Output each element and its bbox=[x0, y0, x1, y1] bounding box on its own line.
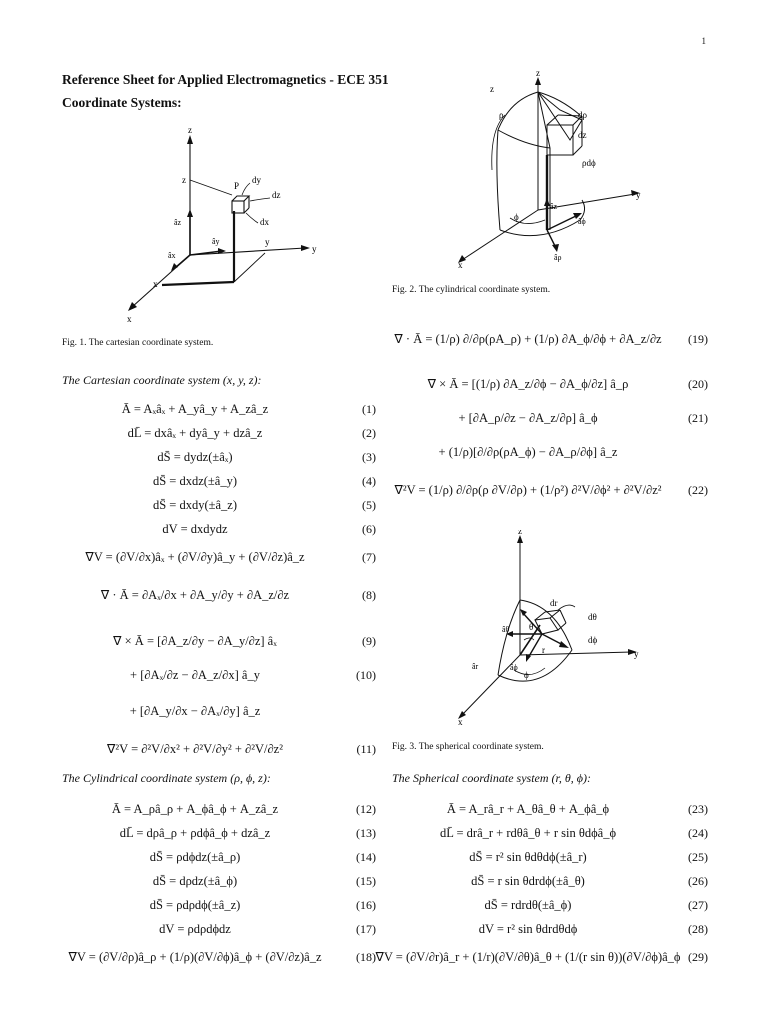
equation-number: (9) bbox=[362, 633, 376, 648]
equation-number: (11) bbox=[356, 741, 376, 756]
equation-expr: dS̄ = r sin θdrdϕ(±â_θ) bbox=[471, 873, 585, 888]
equation-number: (12) bbox=[356, 801, 376, 816]
equation-number: (2) bbox=[362, 425, 376, 440]
equation-expr: dS̄ = r² sin θdθdϕ(±â_r) bbox=[469, 849, 587, 864]
page-number: 1 bbox=[701, 36, 706, 46]
equation-expr: ∇V = (∂V/∂ρ)â_ρ + (1/ρ)(∂V/∂ϕ)â_ϕ + (∂V/∂z)â_z bbox=[68, 950, 322, 964]
equation-expr: dS̄ = dxdz(±â_y) bbox=[152, 473, 238, 488]
fig1-z-axis-label: z bbox=[188, 125, 192, 135]
fig3-r-label: r bbox=[542, 645, 545, 655]
fig1-x-tick-label: x bbox=[153, 279, 158, 289]
equation-number: (7) bbox=[362, 549, 376, 564]
fig1-dx-label: dx bbox=[260, 217, 269, 227]
equation-number: (8) bbox=[362, 587, 376, 602]
equation-number: (13) bbox=[356, 825, 376, 840]
fig2-z-axis-label: z bbox=[536, 70, 540, 78]
fig1-x-axis-label: x bbox=[127, 314, 132, 324]
equation-expr: dL̄ = dρâ_ρ + ρdϕâ_ϕ + dzâ_z bbox=[119, 825, 271, 840]
cartesian-figure bbox=[110, 125, 330, 325]
fig1-y-axis-line bbox=[190, 248, 305, 255]
equation-expr: + [∂Aₓ/∂z − ∂A_z/∂x] â_y bbox=[130, 667, 260, 682]
fig2-dz-label: dz bbox=[578, 130, 587, 140]
equation-expr: ∇ × Ā = [(1/ρ) ∂A_z/∂ϕ − ∂A_ϕ/∂z] â_ρ bbox=[427, 377, 629, 391]
fig2-arho-label: âρ bbox=[554, 253, 562, 262]
equation-number: (28) bbox=[688, 921, 708, 936]
fig3-dtheta-label: dθ bbox=[588, 612, 597, 622]
fig2-rhodphi-label: ρdϕ bbox=[582, 158, 596, 168]
page-subtitle: Coordinate Systems: bbox=[62, 95, 182, 110]
equation-expr: ∇ × Ā = [∂A_z/∂y − ∂A_y/∂z] âₓ bbox=[113, 634, 277, 648]
equation-number: (20) bbox=[688, 376, 708, 391]
equation-expr: dL̄ = drâ_r + rdθâ_θ + r sin θdϕâ_ϕ bbox=[439, 825, 617, 840]
equation-number: (14) bbox=[356, 849, 376, 864]
fig3-dphi-label: dϕ bbox=[588, 635, 598, 645]
spherical-figure bbox=[450, 530, 650, 730]
equation-expr: dS̄ = dydz(±âₓ) bbox=[157, 449, 233, 464]
fig2-aphi-label: âϕ bbox=[578, 217, 586, 226]
fig1-dy-label: dy bbox=[252, 175, 261, 185]
fig2-z-tick-label: z bbox=[490, 84, 494, 94]
equation-number: (27) bbox=[688, 897, 708, 912]
fig3-x-axis-label: x bbox=[458, 717, 463, 727]
equation-expr: + (1/ρ)[∂/∂ρ(ρA_ϕ) − ∂A_ρ/∂ϕ] â_z bbox=[438, 444, 618, 459]
fig3-aphi-label: âϕ bbox=[510, 663, 518, 672]
equation-expr: ∇²V = (1/ρ) ∂/∂ρ(ρ ∂V/∂ρ) + (1/ρ²) ∂²V/∂ϕ² + ∂²V/∂z² bbox=[394, 483, 662, 497]
fig1-y-tick-label: y bbox=[265, 237, 270, 247]
fig3-theta-label: θ bbox=[529, 622, 534, 632]
fig3-z-axis-label: z bbox=[518, 530, 522, 536]
equation-expr: ∇ · Ā = (1/ρ) ∂/∂ρ(ρA_ρ) + (1/ρ) ∂A_ϕ/∂ϕ + ∂A_z/∂z bbox=[394, 332, 662, 346]
equation-number: (5) bbox=[362, 497, 376, 512]
cylindrical-heading: The Cylindrical coordinate system (ρ, ϕ, z): bbox=[62, 771, 271, 785]
equation-expr: dS̄ = dρdz(±â_ϕ) bbox=[152, 873, 238, 888]
equation-number: (1) bbox=[362, 401, 376, 416]
equation-number: (23) bbox=[688, 801, 708, 816]
equation-number: (4) bbox=[362, 473, 376, 488]
equation-expr: Ā = A_râ_r + A_θâ_θ + A_ϕâ_ϕ bbox=[446, 801, 610, 816]
fig1-dz-label: dz bbox=[272, 190, 281, 200]
fig3-ar-label: âr bbox=[472, 662, 479, 671]
equation-expr: ∇V = (∂V/∂x)âₓ + (∂V/∂y)â_y + (∂V/∂z)â_z bbox=[85, 550, 305, 564]
equation-number: (3) bbox=[362, 449, 376, 464]
equation-number: (18) bbox=[356, 949, 376, 964]
equation-number: (22) bbox=[688, 482, 708, 497]
equation-number: (10) bbox=[356, 667, 376, 682]
fig1-ay-label: ây bbox=[212, 237, 220, 246]
fig3-y-axis-label: y bbox=[634, 649, 639, 659]
spherical-heading: The Spherical coordinate system (r, θ, ϕ): bbox=[392, 771, 591, 785]
equation-expr: dS̄ = rdrdθ(±â_ϕ) bbox=[484, 897, 572, 912]
fig3-dr-label: dr bbox=[550, 598, 558, 608]
cylindrical-figure bbox=[450, 70, 650, 270]
equation-expr: ∇V = (∂V/∂r)â_r + (1/r)(∂V/∂θ)â_θ + (1/(r sin θ))(∂V/∂ϕ)â_ϕ bbox=[375, 950, 681, 964]
equation-number: (25) bbox=[688, 849, 708, 864]
fig3-atheta-label: âθ bbox=[502, 625, 510, 634]
fig1-ax-label: âx bbox=[168, 251, 176, 260]
equation-number: (15) bbox=[356, 873, 376, 888]
cartesian-heading: The Cartesian coordinate system (x, y, z): bbox=[62, 373, 262, 387]
fig2-y-axis-label: y bbox=[636, 190, 641, 200]
fig1-z-tick-label: z bbox=[182, 175, 186, 185]
equation-expr: Ā = A_ρâ_ρ + A_ϕâ_ϕ + A_zâ_z bbox=[111, 801, 279, 816]
fig3-phi-label: ϕ bbox=[524, 670, 529, 680]
equation-number: (19) bbox=[688, 331, 708, 346]
equation-expr: dS̄ = ρdρdϕ(±â_z) bbox=[149, 897, 241, 912]
fig1-az-label: âz bbox=[174, 218, 182, 227]
fig3-caption: Fig. 3. The spherical coordinate system. bbox=[392, 742, 544, 752]
equation-expr: + [∂A_ρ/∂z − ∂A_z/∂ρ] â_ϕ bbox=[458, 410, 598, 425]
equation-expr: dL̄ = dxâₓ + dyâ_y + dzâ_z bbox=[127, 425, 263, 440]
fig2-rho-label: ρ bbox=[499, 110, 504, 120]
equation-expr: ∇²V = ∂²V/∂x² + ∂²V/∂y² + ∂²V/∂z² bbox=[107, 742, 283, 756]
equation-expr: ∇ · Ā = ∂Aₓ/∂x + ∂A_y/∂y + ∂A_z/∂z bbox=[100, 588, 290, 602]
equation-expr: Ā = Aₓâₓ + A_yâ_y + A_zâ_z bbox=[121, 401, 269, 416]
equation-number: (26) bbox=[688, 873, 708, 888]
equation-expr: dV = ρdρdϕdz bbox=[159, 921, 231, 936]
fig1-point-label: P bbox=[234, 181, 240, 191]
equation-number: (6) bbox=[362, 521, 376, 536]
fig2-az-label: âz bbox=[550, 202, 558, 211]
fig1-caption: Fig. 1. The cartesian coordinate system. bbox=[62, 338, 214, 348]
equation-number: (29) bbox=[688, 949, 708, 964]
equation-number: (16) bbox=[356, 897, 376, 912]
page-title: Reference Sheet for Applied Electromagnetics - ECE 351 bbox=[62, 72, 389, 87]
equation-number: (24) bbox=[688, 825, 708, 840]
fig2-phi-label: ϕ bbox=[514, 212, 519, 222]
fig2-caption: Fig. 2. The cylindrical coordinate system. bbox=[392, 285, 551, 295]
equation-number: (21) bbox=[688, 410, 708, 425]
equation-expr: dS̄ = dxdy(±â_z) bbox=[152, 497, 238, 512]
equation-expr: + [∂A_y/∂x − ∂Aₓ/∂y] â_z bbox=[129, 703, 261, 718]
equation-expr: dV = dxdydz bbox=[162, 521, 228, 536]
fig1-y-axis-label: y bbox=[312, 244, 317, 254]
fig2-x-axis-label: x bbox=[458, 260, 463, 270]
fig2-drho-label: dρ bbox=[578, 110, 587, 120]
equation-number: (17) bbox=[356, 921, 376, 936]
equation-expr: dS̄ = ρdϕdz(±â_ρ) bbox=[149, 849, 241, 864]
equation-expr: dV = r² sin θdrdθdϕ bbox=[478, 921, 578, 936]
